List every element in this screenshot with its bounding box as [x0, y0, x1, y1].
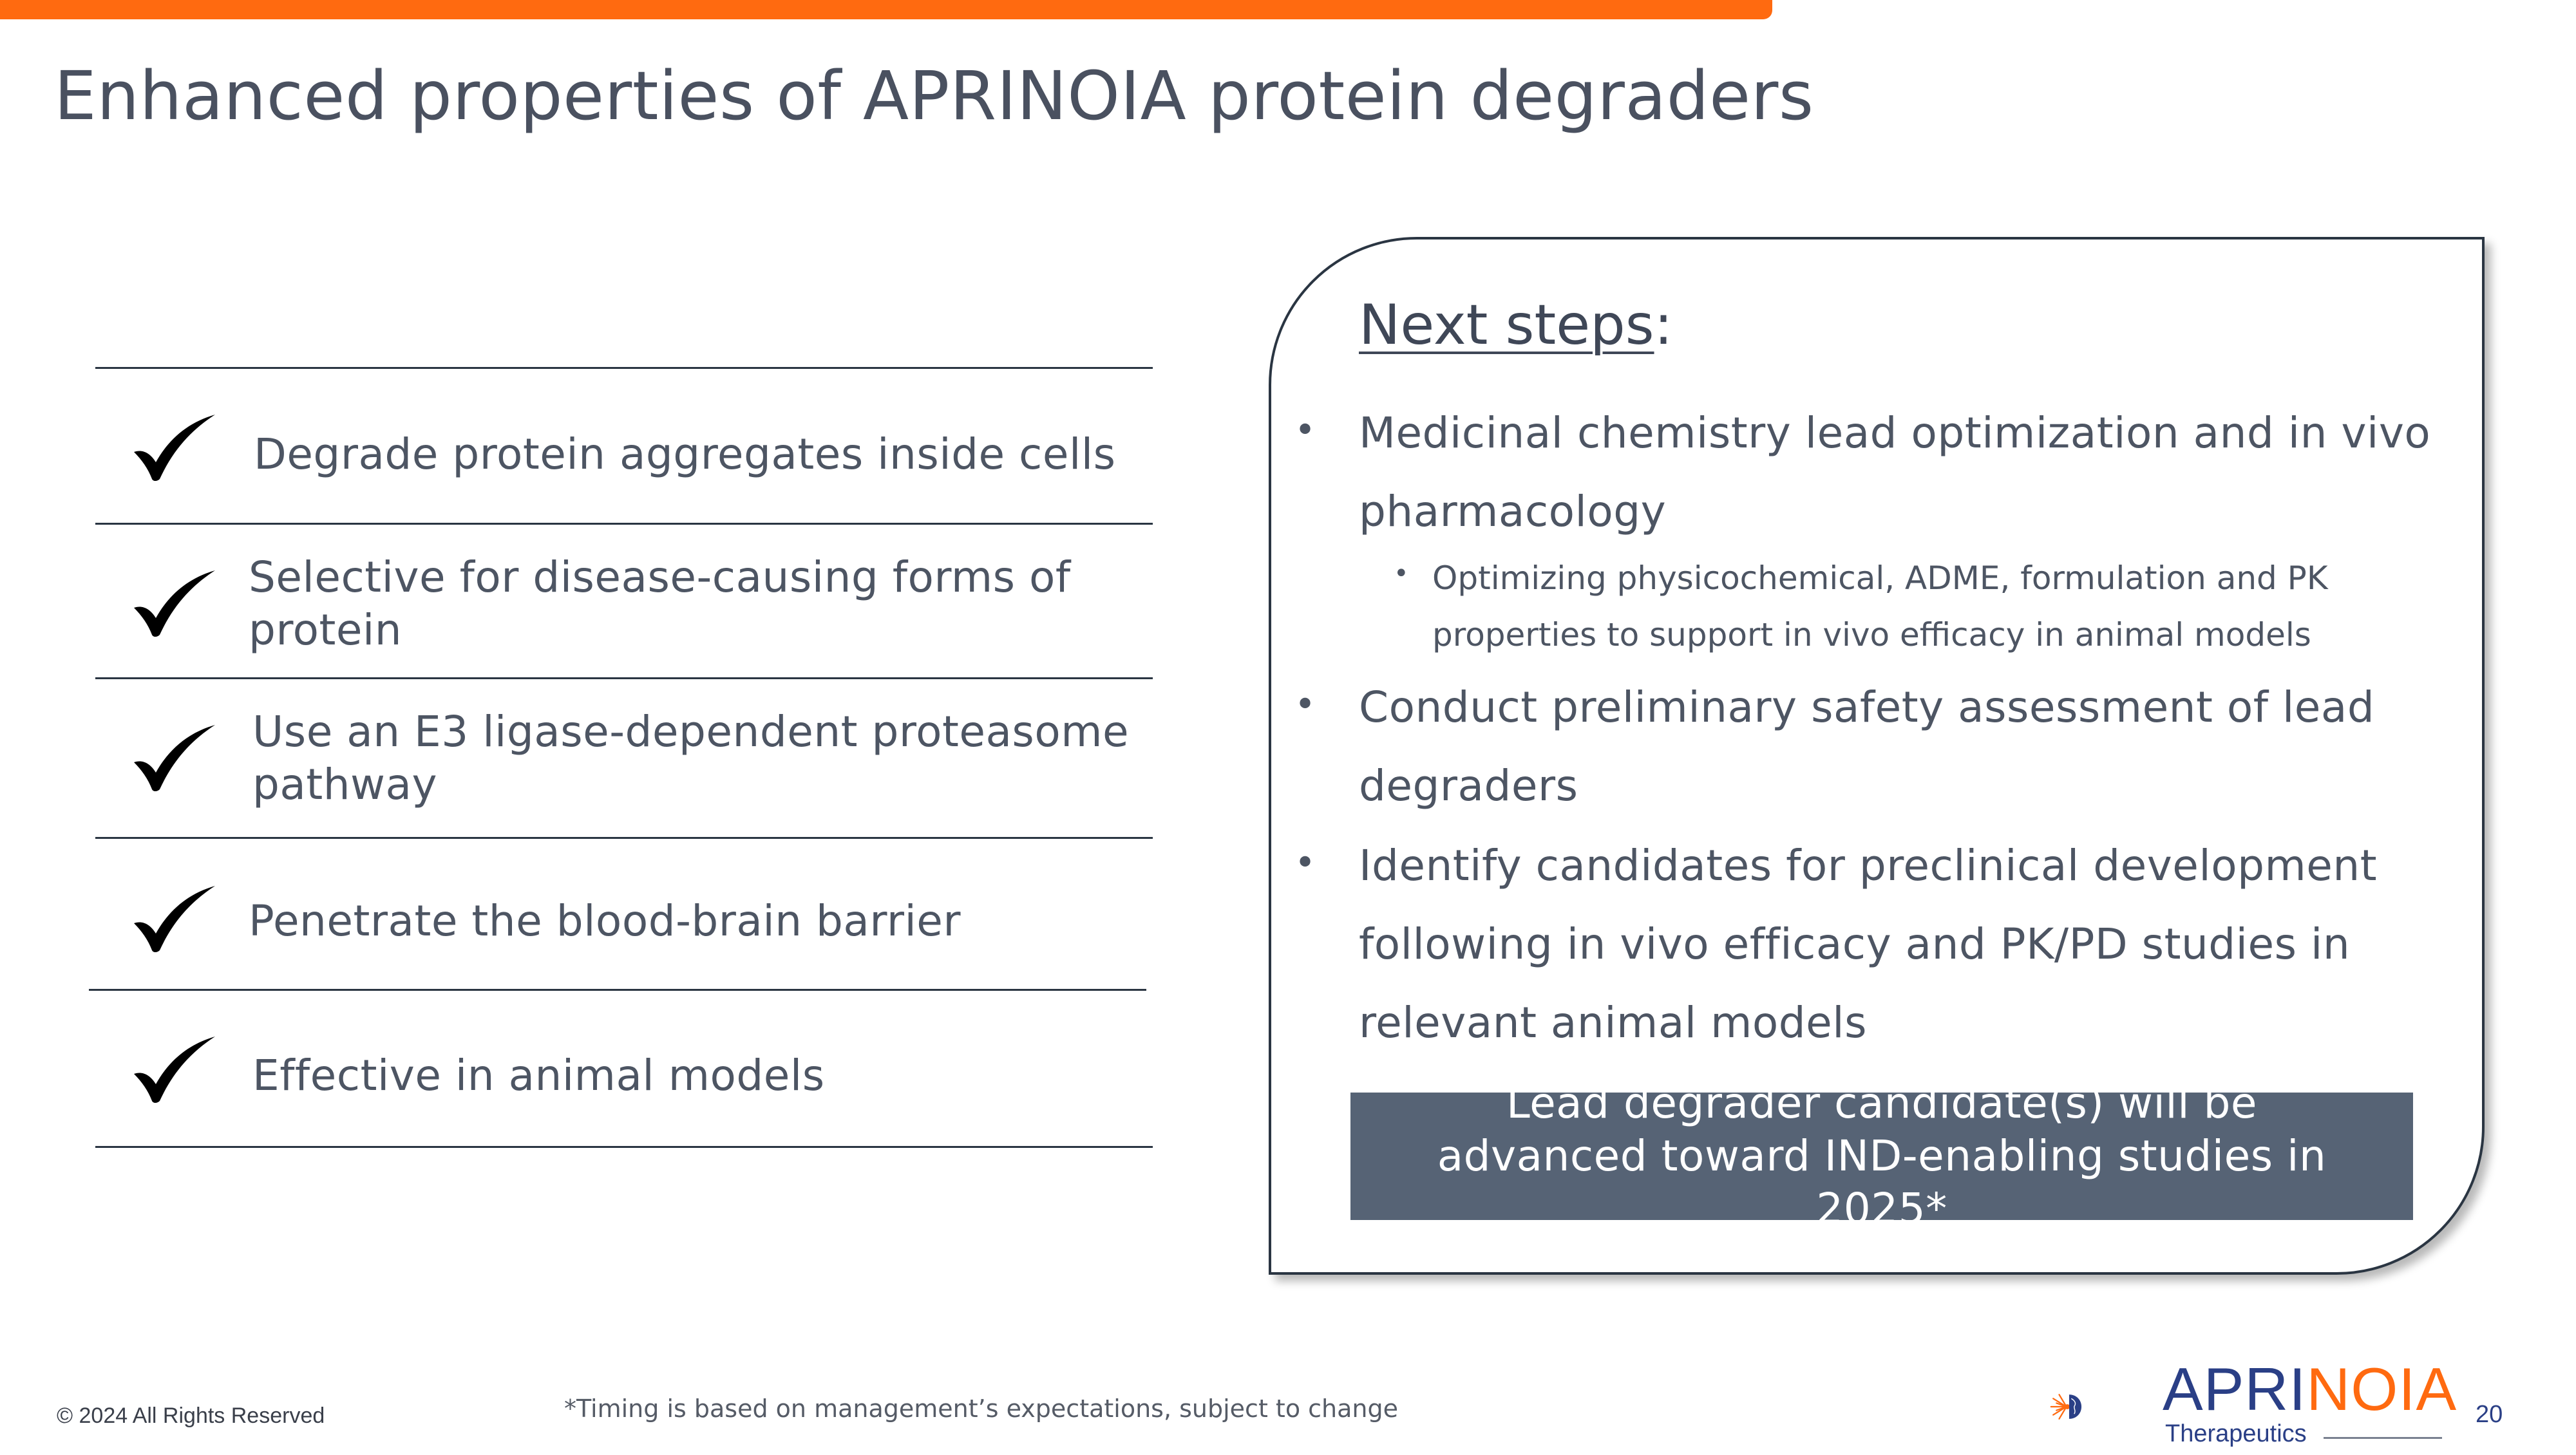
next-step-3: Identify candidates for preclinical development following in vivo efficacy and PK/PD studies in relevant animal models [1359, 841, 2378, 1047]
next-step-1: Medicinal chemistry lead optimization and in vivo pharmacology [1359, 408, 2431, 536]
page-number: 20 [2476, 1401, 2503, 1428]
divider [95, 523, 1153, 525]
callout-box [1350, 1078, 2413, 1234]
checkmark-icon [129, 568, 219, 645]
brand-wordmark-part1: APRI [2163, 1355, 2307, 1423]
brand-underline [2324, 1437, 2442, 1439]
next-steps-heading-colon: : [1654, 293, 1673, 357]
brand-wordmark-part2: NOIA [2306, 1355, 2458, 1423]
timing-footnote: *Timing is based on management’s expectations, subject to change [564, 1394, 1399, 1423]
next-step-1-detail: Optimizing physicochemical, ADME, formulation and PK properties to support in vivo efficacy in animal models [1432, 559, 2328, 653]
checkmark-icon [129, 883, 219, 961]
divider [95, 837, 1153, 839]
bullet-dot: • [1294, 684, 1316, 726]
next-step-2: Conduct preliminary safety assessment of lead degraders [1359, 682, 2375, 811]
checkmark-icon [129, 722, 219, 800]
brand-subtitle: Therapeutics [2165, 1420, 2307, 1447]
divider [95, 677, 1153, 679]
divider [89, 989, 1146, 991]
next-steps-heading [1359, 293, 1673, 357]
copyright: © 2024 All Rights Reserved [57, 1403, 325, 1428]
divider [95, 367, 1153, 369]
checkmark-icon [129, 1034, 219, 1111]
checkmark-icon [129, 412, 219, 489]
checklist-item-4: Penetrate the blood-brain barrier [249, 896, 961, 946]
bullet-dot: • [1294, 842, 1316, 884]
divider [95, 1146, 1153, 1148]
brand-logo-icon [2049, 1358, 2165, 1455]
checklist-item-1: Degrade protein aggregates inside cells [254, 429, 1116, 479]
sub-bullet-dot: • [1394, 559, 1409, 588]
callout-text: Lead degrader candidate(s) will be advanced toward IND-enabling studies in 2025* [1437, 1078, 2327, 1234]
checklist-item-3: Use an E3 ligase-dependent proteasome pathway [252, 707, 1130, 809]
checklist-item-5: Effective in animal models [252, 1051, 825, 1100]
brand-wordmark [2163, 1355, 2457, 1424]
top-accent-bar [0, 0, 1772, 19]
bullet-dot: • [1294, 409, 1316, 451]
checklist-item-2: Selective for disease-causing forms of protein [249, 552, 1071, 655]
next-steps-heading-text: Next steps [1359, 293, 1654, 357]
page-title: Enhanced properties of APRINOIA protein degraders [54, 57, 1814, 135]
